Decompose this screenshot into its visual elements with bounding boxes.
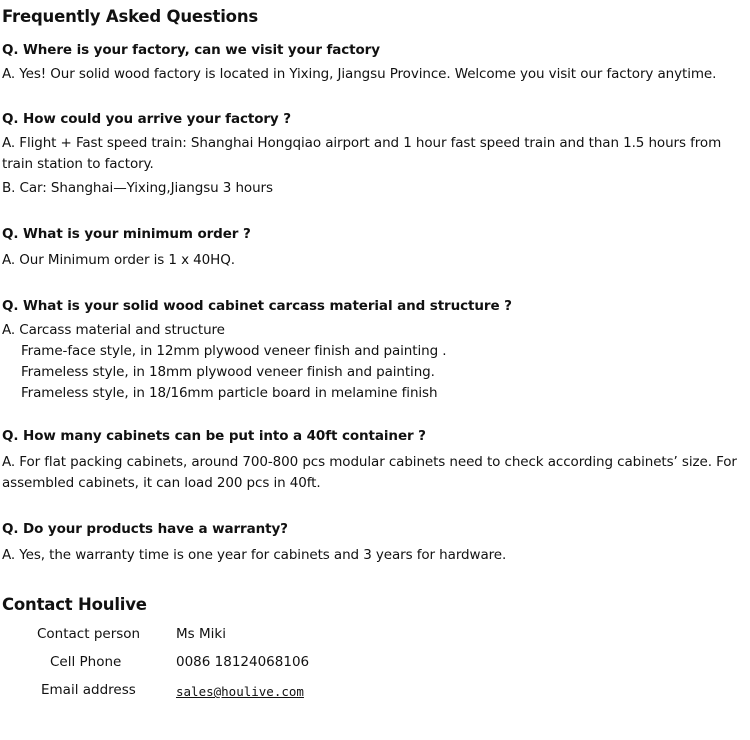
faq-answer-warranty: A. Yes, the warranty time is one year for cabinets and 3 years for hardware.: [2, 547, 507, 563]
faq-question-factory-location: Q. Where is your factory, can we visit your factory: [2, 42, 380, 58]
faq-answer-minimum-order: A. Our Minimum order is 1 x 40HQ.: [2, 252, 235, 268]
email-link[interactable]: sales@houlive.com: [176, 684, 304, 699]
contact-title: Contact Houlive: [2, 595, 147, 614]
faq-question-container-capacity: Q. How many cabinets can be put into a 40ft container ?: [2, 428, 426, 444]
faq-answer-carcass-frame-face: Frame-face style, in 12mm plywood veneer finish and painting .: [21, 343, 447, 359]
faq-answer-arrival-car: B. Car: Shanghai—Yixing,Jiangsu 3 hours: [2, 180, 273, 196]
faq-question-minimum-order: Q. What is your minimum order ?: [2, 226, 251, 242]
faq-answer-arrival-flight: A. Flight + Fast speed train: Shanghai Hongqiao airport and 1 hour fast speed train and than 1.5 hours from train station to factory.: [2, 135, 722, 172]
faq-question-arrival: Q. How could you arrive your factory ?: [2, 111, 291, 127]
contact-person-value: Ms Miki: [176, 626, 226, 642]
faq-answer-carcass-frameless-particle: Frameless style, in 18/16mm particle board in melamine finish: [21, 385, 438, 401]
faq-answer-factory-location: A. Yes! Our solid wood factory is located in Yixing, Jiangsu Province. Welcome you visit our factory anytime.: [2, 66, 717, 82]
faq-answer-carcass-intro: A. Carcass material and structure: [2, 322, 225, 338]
faq-answer-carcass-frameless-plywood: Frameless style, in 18mm plywood veneer finish and painting.: [21, 364, 435, 380]
cell-phone-label: Cell Phone: [50, 654, 122, 670]
contact-person-label: Contact person: [37, 626, 141, 642]
email-address-label: Email address: [41, 682, 136, 698]
faq-answer-container-capacity: A. For flat packing cabinets, around 700-800 pcs modular cabinets need to check according cabinets’ size. For assembled cabinets, it can load 200 pcs in 40ft.: [2, 454, 737, 491]
faq-question-warranty: Q. Do your products have a warranty?: [2, 521, 288, 537]
cell-phone-value: 0086 18124068106: [176, 654, 310, 670]
faq-title: Frequently Asked Questions: [2, 7, 258, 26]
faq-question-carcass-material: Q. What is your solid wood cabinet carcass material and structure ?: [2, 298, 512, 314]
